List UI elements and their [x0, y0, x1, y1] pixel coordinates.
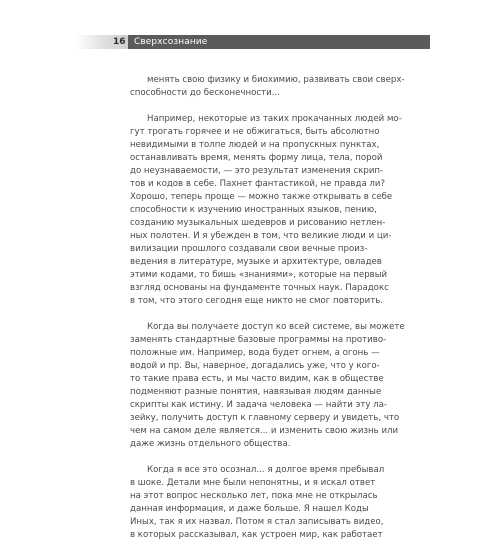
text-line: гут трогать горячее и не обжигаться, быть абсолютно — [130, 127, 380, 137]
text-line: зейку, получить доступ к главному серверу и увидеть, что — [130, 413, 400, 423]
paragraph — [130, 321, 405, 451]
text-line: тов и кодов в себе. Пахнет фантастикой, не правда ли? — [130, 179, 386, 189]
text-line: этими кодами, то бишь «знаниями», которые на первый — [130, 270, 388, 280]
text-line: в шоке. Детали мне были непонятны, и я искал ответ — [130, 478, 376, 488]
paragraph — [130, 74, 405, 100]
text-line: менять свою физику и биохимию, развивать свои сверх- — [147, 75, 405, 85]
text-line: взгляд основаны на фундаменте точных наук. Парадокс — [130, 283, 389, 293]
text-line: Когда вы получаете доступ ко всей системе, вы можете — [147, 322, 405, 332]
text-line: вилизации прошлого создавали свои вечные произ- — [130, 244, 368, 254]
text-line: ных полотен. И я убежден в том, что великие люди и ци- — [130, 231, 392, 241]
text-line: положные им. Например, вода будет огнем, а огонь — — [130, 348, 380, 358]
chapter-title: Сверхсознание — [134, 37, 208, 47]
text-line: способности к изучению иностранных языков, пению, — [130, 205, 377, 215]
page-number: 16 — [113, 37, 126, 47]
text-line: водой и пр. Вы, наверное, догадались уже, что у кого- — [130, 361, 380, 371]
text-line: данная информация, и даже больше. Я нашел Коды — [130, 504, 369, 514]
body-text — [130, 74, 405, 555]
text-line: останавливать время, менять форму лица, тела, порой — [130, 153, 383, 163]
running-header — [76, 35, 430, 49]
text-line: до неузнаваемости, — это результат изменения скрип- — [130, 166, 384, 176]
text-line: подменяют разные понятия, навязывая людям данные — [130, 387, 382, 397]
text-line: способности до бесконечности... — [130, 88, 280, 98]
text-line: ведения в литературе, музыке и архитектуре, овладев — [130, 257, 382, 267]
text-line: скрипты как истину. И задача человека — найти эту ла- — [130, 400, 387, 410]
text-line: созданию музыкальных шедевров и рисованию нетлен- — [130, 218, 386, 228]
text-line: в которых рассказывал, как устроен мир, как работает — [130, 530, 383, 540]
paragraph — [130, 113, 402, 308]
text-line: на этот вопрос несколько лет, пока мне не открылась — [130, 491, 378, 501]
text-line: в том, что этого сегодня еще никто не смог повторить. — [130, 296, 383, 306]
text-line: Хорошо, теперь проще — можно также открывать в себе — [130, 192, 393, 202]
text-line: то такие права есть, и мы часто видим, как в обществе — [130, 374, 384, 384]
text-line: Когда я все это осознал... я долгое время пребывал — [147, 465, 385, 475]
text-line: Например, некоторые из таких прокачанных людей мо- — [147, 114, 402, 124]
paragraph — [130, 464, 395, 542]
text-line: заменять стандартные базовые программы на противо- — [130, 335, 387, 345]
text-line: невидимыми в толпе людей и на пропускных пунктах, — [130, 140, 380, 150]
text-line: даже жизнь отдельного общества. — [130, 439, 291, 449]
text-line: Иных, так я их назвал. Потом я стал записывать видео, — [130, 517, 384, 527]
text-line: чем на самом деле является... и изменить свою жизнь или — [130, 426, 399, 436]
